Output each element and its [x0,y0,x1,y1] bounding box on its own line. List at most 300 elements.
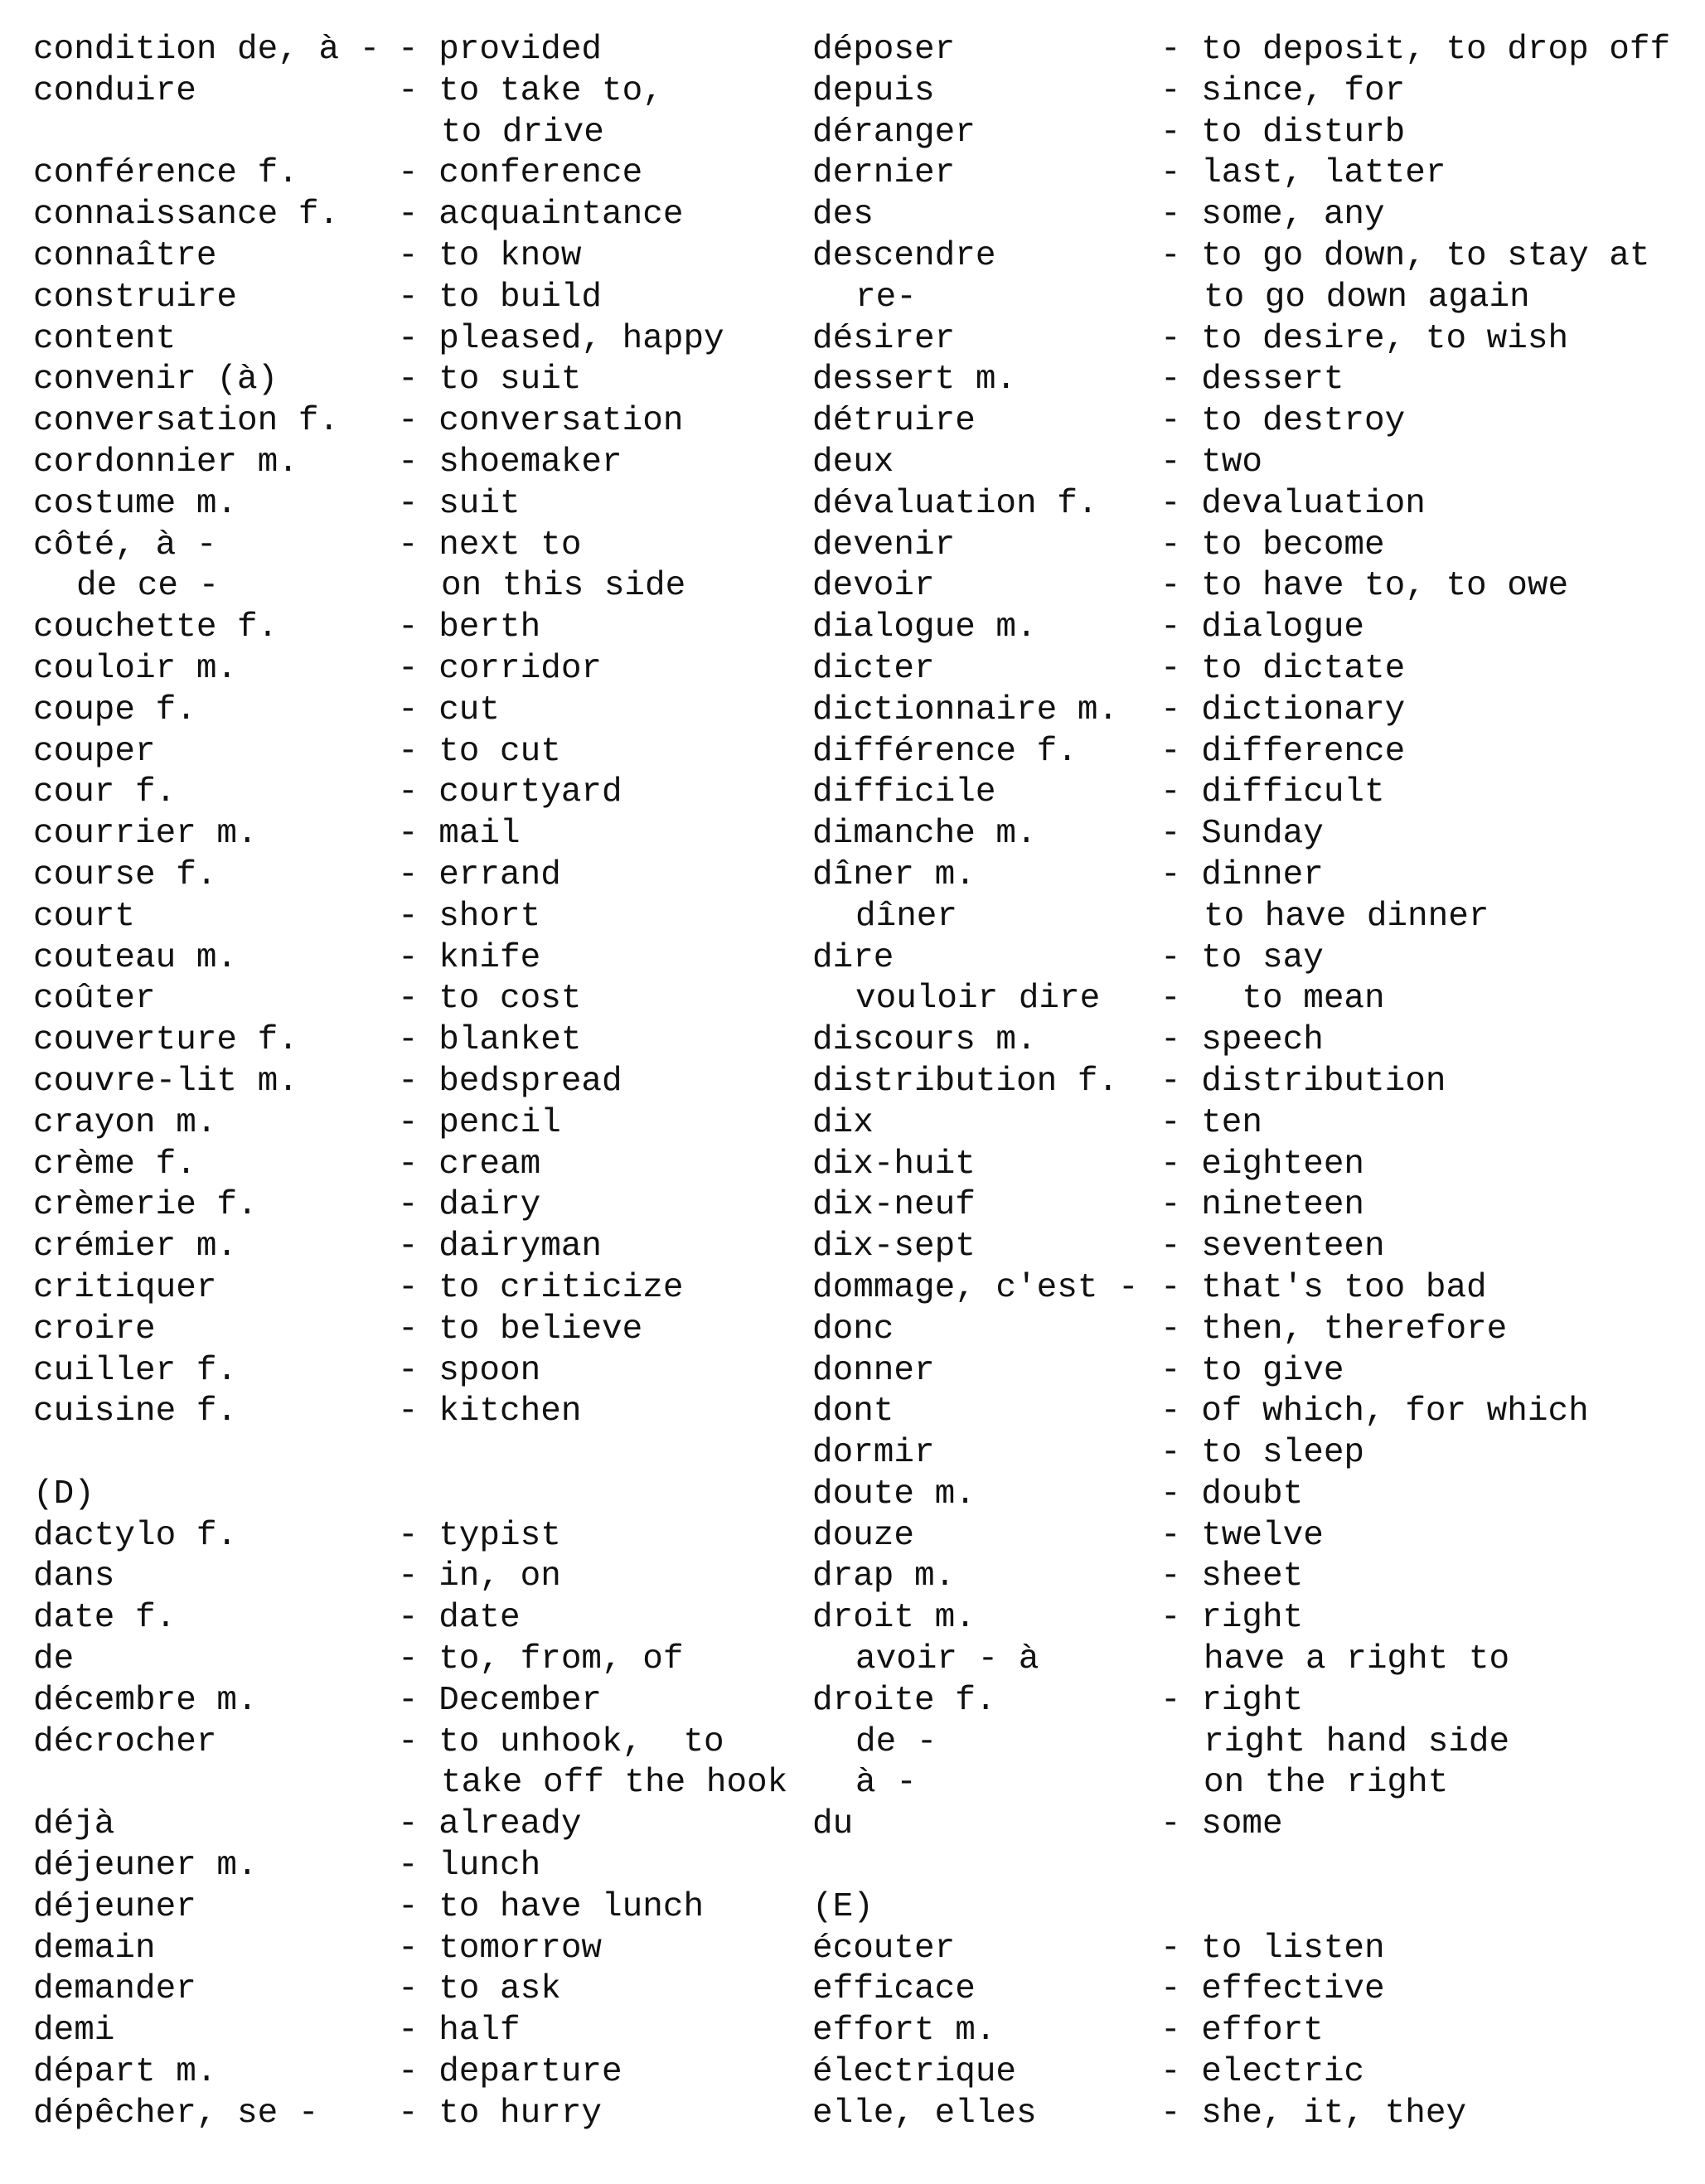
entry-term: donner [812,1351,935,1390]
entry-gloss: - to believe [398,1310,643,1349]
glossary-entry [33,1763,812,1804]
glossary-entry [812,1722,1691,1764]
entry-gloss: - typist [398,1516,561,1555]
glossary-entry [812,1392,1691,1433]
entry-term: couteau m. [33,938,238,977]
glossary-entry [33,525,812,567]
entry-term: date f. [33,1599,177,1638]
glossary-entry [33,2094,812,2135]
glossary-entry [33,855,812,897]
entry-gloss: - bedspread [398,1062,622,1101]
entry-term: déjeuner m. [33,1847,258,1886]
entry-term: couloir m. [33,649,238,688]
entry-gloss: - pencil [398,1103,561,1142]
entry-gloss: - next to [398,525,582,564]
glossary-entry [33,1804,812,1846]
entry-gloss: - spoon [398,1351,541,1390]
entry-gloss: - to take to, [398,71,663,110]
entry-term: dire [812,938,894,977]
entry-gloss: to go down again [1204,278,1530,317]
entry-term: désirer [812,319,956,358]
entry-term: douze [812,1516,915,1555]
entry-gloss: - to desire, to wish [1160,319,1569,358]
entry-term: crayon m. [33,1103,217,1142]
entry-gloss: - effort [1160,2012,1324,2051]
entry-gloss: - some [1160,1805,1283,1844]
entry-gloss: - to go down, to stay at [1160,236,1650,275]
entry-term: différence f. [812,732,1078,771]
entry-gloss: - electric [1160,2053,1365,2092]
glossary-entry [812,1020,1691,1062]
glossary-entry [812,1475,1691,1516]
glossary-entry [812,1310,1691,1351]
glossary-entry [812,1103,1691,1145]
entry-term: dix [812,1103,874,1142]
entry-gloss: - to disturb [1160,113,1406,152]
entry-term: dans [33,1557,115,1596]
entry-term: demain [33,1929,156,1968]
glossary-entry [812,897,1691,938]
entry-gloss: - provided [398,31,603,69]
entry-term: dommage, c'est - [812,1268,1139,1307]
glossary-entry [33,30,812,71]
entry-term: discours m. [812,1021,1037,1060]
glossary-entry [33,1103,812,1145]
entry-term: des [812,196,874,235]
glossary-entry [33,236,812,278]
glossary-entry [33,195,812,236]
entry-term: côté, à - [33,525,217,564]
glossary-entry [33,649,812,690]
entry-term: décrocher [33,1722,217,1761]
entry-gloss: - to, from, of [398,1640,684,1679]
entry-gloss: - right [1160,1599,1304,1638]
glossary-entry [812,1145,1691,1186]
entry-gloss: - distribution [1160,1062,1446,1101]
glossary-entry [33,1227,812,1268]
entry-term: dicter [812,649,935,688]
entry-term: déjà [33,1805,115,1844]
entry-gloss: right hand side [1204,1722,1510,1761]
glossary-entry [812,979,1691,1020]
entry-gloss: - in, on [398,1557,561,1596]
entry-gloss: - cut [398,690,501,729]
entry-gloss: - to say [1160,938,1324,977]
entry-gloss: - to listen [1160,1929,1385,1968]
glossary-right-column [812,30,1691,2135]
entry-term: difficile [812,773,996,812]
blank-line [812,1846,1691,1887]
entry-gloss: - that's too bad [1160,1268,1487,1307]
entry-term: costume m. [33,484,238,523]
section-letter: (E) [812,1887,874,1926]
glossary-entry [812,2094,1691,2135]
glossary-entry [33,608,812,649]
entry-term: demi [33,2012,115,2051]
entry-term: re- [855,278,917,317]
entry-gloss: - lunch [398,1847,541,1886]
glossary-entry [812,360,1691,401]
entry-gloss: - dinner [1160,855,1324,894]
entry-gloss: - acquaintance [398,196,684,235]
entry-term: demander [33,1970,196,2009]
entry-term: convenir (à) [33,361,279,400]
entry-term: crèmerie f. [33,1186,258,1225]
glossary-entry [33,1598,812,1639]
entry-gloss: - corridor [398,649,603,688]
entry-term: écouter [812,1929,956,1968]
entry-term: conduire [33,71,196,110]
entry-gloss: - dialogue [1160,608,1365,647]
entry-gloss: - devaluation [1160,484,1426,523]
glossary-entry [812,2011,1691,2052]
entry-term: avoir - à [855,1640,1039,1679]
entry-term: cuisine f. [33,1392,238,1431]
entry-term: courrier m. [33,815,258,854]
entry-term: dormir [812,1434,935,1473]
glossary-entry [33,566,812,608]
entry-gloss: - to have lunch [398,1887,705,1926]
glossary-entry [812,855,1691,897]
entry-term: doute m. [812,1475,976,1513]
glossary-entry [812,1557,1691,1598]
entry-gloss: - kitchen [398,1392,582,1431]
glossary-entry [812,113,1691,154]
glossary-entry [33,443,812,484]
entry-gloss: - then, therefore [1160,1310,1508,1349]
entry-gloss: - to know [398,236,582,275]
entry-term: dimanche m. [812,815,1037,854]
glossary-entry [812,1227,1691,1268]
entry-term: dernier [812,154,956,193]
glossary-entry [33,153,812,195]
glossary-entry [812,1516,1691,1557]
entry-gloss: - to mean [1160,980,1385,1019]
entry-term: dactylo f. [33,1516,238,1555]
entry-term: devoir [812,567,935,606]
entry-term: elle, elles [812,2094,1037,2133]
glossary-entry [33,484,812,525]
entry-term: coûter [33,980,156,1019]
entry-term: de [33,1640,75,1679]
entry-gloss: - doubt [1160,1475,1304,1513]
entry-term: couvre-lit m. [33,1062,298,1101]
entry-gloss: to drive [441,113,604,152]
entry-gloss: - to have to, to owe [1160,567,1569,606]
glossary-entry [33,1681,812,1722]
entry-gloss: - difficult [1160,773,1385,812]
glossary-entry [812,401,1691,443]
entry-term: crémier m. [33,1228,238,1266]
glossary-entry [812,732,1691,773]
entry-gloss: - to criticize [398,1268,684,1307]
entry-gloss: - berth [398,608,541,647]
entry-gloss: - to ask [398,1970,561,2009]
entry-term: couchette f. [33,608,279,647]
entry-gloss: - December [398,1681,603,1720]
glossary-entry [812,1681,1691,1722]
entry-term: électrique [812,2053,1017,2092]
entry-gloss: - to suit [398,361,582,400]
entry-gloss: - tomorrow [398,1929,603,1968]
entry-gloss: - departure [398,2053,622,2092]
entry-gloss: - to deposit, to drop off [1160,31,1671,69]
glossary-entry [812,1639,1691,1681]
glossary-entry [812,1804,1691,1846]
entry-gloss: on this side [441,567,686,606]
entry-term: dix-sept [812,1228,976,1266]
entry-gloss: - difference [1160,732,1406,771]
entry-gloss: - errand [398,855,561,894]
glossary-entry [33,897,812,938]
entry-gloss: - blanket [398,1021,582,1060]
glossary-entry [33,1969,812,2011]
entry-term: depuis [812,71,935,110]
entry-term: dîner m. [812,855,976,894]
blank-line [33,1433,812,1475]
glossary-entry [33,71,812,113]
entry-gloss: - to become [1160,525,1385,564]
entry-gloss: - date [398,1599,521,1638]
glossary-entry [812,1969,1691,2011]
glossary-entry [33,1516,812,1557]
entry-term: effort m. [812,2012,996,2051]
entry-term: dépêcher, se - [33,2094,319,2133]
entry-term: connaître [33,236,217,275]
entry-term: couper [33,732,156,771]
glossary-entry [33,938,812,980]
entry-term: du [812,1805,854,1844]
entry-term: critiquer [33,1268,217,1307]
entry-term: dix-neuf [812,1186,976,1225]
glossary-entry [33,1310,812,1351]
glossary-entry [33,1557,812,1598]
glossary-entry [33,1392,812,1433]
entry-gloss: - to destroy [1160,402,1406,441]
glossary-entry [33,1887,812,1929]
entry-term: déranger [812,113,976,152]
glossary-entry [812,319,1691,361]
glossary-entry [812,443,1691,484]
entry-term: cour f. [33,773,177,812]
entry-gloss: - dessert [1160,361,1344,400]
entry-gloss: - sheet [1160,1557,1304,1596]
section-heading [812,1887,1691,1929]
glossary-entry [812,772,1691,814]
glossary-entry [812,2052,1691,2094]
glossary-entry [33,814,812,855]
entry-gloss: - half [398,2012,521,2051]
glossary-entry [812,153,1691,195]
glossary-entry [812,71,1691,113]
entry-term: efficace [812,1970,976,2009]
entry-term: drap m. [812,1557,956,1596]
glossary-entry [812,1185,1691,1227]
entry-term: court [33,897,136,936]
glossary-entry [812,30,1691,71]
glossary-entry [33,2011,812,2052]
entry-term: dévaluation f. [812,484,1098,523]
glossary-entry [812,1598,1691,1639]
glossary-entry [33,2052,812,2094]
section-heading [33,1475,812,1516]
entry-gloss: - shoemaker [398,443,622,482]
entry-gloss: - eighteen [1160,1145,1365,1184]
entry-gloss: - to hurry [398,2094,603,2133]
entry-gloss: - mail [398,815,521,854]
glossary-entry [812,1268,1691,1310]
glossary-entry [812,236,1691,278]
glossary-entry [33,1185,812,1227]
entry-term: couverture f. [33,1021,298,1060]
glossary-entry [812,814,1691,855]
entry-gloss: - to build [398,278,603,317]
glossary-entry [33,113,812,154]
entry-term: à - [855,1764,917,1803]
entry-term: devenir [812,525,956,564]
glossary-entry [33,1268,812,1310]
entry-gloss: - since, for [1160,71,1406,110]
glossary-entry [33,690,812,732]
entry-term: construire [33,278,238,317]
entry-gloss: - to cost [398,980,582,1019]
entry-term: détruire [812,402,976,441]
glossary-entry [812,1062,1691,1103]
glossary-entry [33,772,812,814]
glossary-entry [33,732,812,773]
entry-gloss: - speech [1160,1021,1324,1060]
glossary-entry [33,1145,812,1186]
entry-gloss: - seventeen [1160,1228,1385,1266]
glossary-entry [812,1763,1691,1804]
entry-term: dialogue m. [812,608,1037,647]
entry-term: de - [855,1722,937,1761]
glossary-entry [812,1433,1691,1475]
entry-term: dix-huit [812,1145,976,1184]
entry-gloss: - last, latter [1160,154,1446,193]
entry-gloss: - conversation [398,402,684,441]
entry-term: cuiller f. [33,1351,238,1390]
entry-term: condition de, à - [33,31,380,69]
entry-term: départ m. [33,2053,217,2092]
section-letter: (D) [33,1475,94,1513]
entry-gloss: - dairy [398,1186,541,1225]
entry-term: conversation f. [33,402,340,441]
entry-gloss: - two [1160,443,1263,482]
entry-term: connaissance f. [33,196,340,235]
entry-term: content [33,319,177,358]
entry-term: conférence f. [33,154,298,193]
entry-term: distribution f. [812,1062,1119,1101]
glossary-entry [33,401,812,443]
entry-gloss: to have dinner [1204,897,1489,936]
entry-gloss: - to give [1160,1351,1344,1390]
entry-term: descendre [812,236,996,275]
glossary-entry [812,525,1691,567]
entry-term: de ce - [76,567,220,606]
glossary-entry [812,1351,1691,1392]
entry-term: donc [812,1310,894,1349]
entry-gloss: - dictionary [1160,690,1406,729]
entry-gloss: - courtyard [398,773,622,812]
entry-gloss: - of which, for which [1160,1392,1589,1431]
glossary-entry [812,608,1691,649]
glossary-entry [812,690,1691,732]
entry-term: cordonnier m. [33,443,298,482]
entry-term: course f. [33,855,217,894]
entry-gloss: - short [398,897,541,936]
entry-term: croire [33,1310,156,1349]
entry-gloss: - pleased, happy [398,319,724,358]
entry-term: crème f. [33,1145,196,1184]
entry-term: déjeuner [33,1887,196,1926]
entry-gloss: - nineteen [1160,1186,1365,1225]
entry-term: dont [812,1392,894,1431]
entry-gloss: take off the hook [441,1764,788,1803]
glossary-entry [33,360,812,401]
entry-gloss: have a right to [1204,1640,1510,1679]
entry-gloss: on the right [1204,1764,1449,1803]
glossary-entry [33,1062,812,1103]
glossary-entry [33,278,812,319]
entry-gloss: - to unhook, to [398,1722,724,1761]
entry-term: coupe f. [33,690,196,729]
glossary-entry [33,1722,812,1764]
glossary-entry [812,649,1691,690]
entry-gloss: - she, it, they [1160,2094,1467,2133]
entry-gloss: - suit [398,484,521,523]
glossary-entry [812,484,1691,525]
entry-gloss: - twelve [1160,1516,1324,1555]
entry-gloss: - cream [398,1145,541,1184]
glossary-entry [33,319,812,361]
glossary-entry [33,1020,812,1062]
entry-gloss: - to cut [398,732,561,771]
glossary-entry [812,278,1691,319]
entry-term: vouloir dire [855,980,1101,1019]
entry-term: dictionnaire m. [812,690,1119,729]
entry-term: droit m. [812,1599,976,1638]
entry-term: droite f. [812,1681,996,1720]
entry-gloss: - some, any [1160,196,1385,235]
entry-gloss: - right [1160,1681,1304,1720]
glossary-entry [812,195,1691,236]
entry-gloss: - effective [1160,1970,1385,2009]
glossary-entry [812,1929,1691,1970]
glossary-left-column [33,30,812,2135]
entry-term: deux [812,443,894,482]
entry-term: décembre m. [33,1681,258,1720]
entry-gloss: - dairyman [398,1228,603,1266]
glossary-entry [33,1351,812,1392]
glossary-entry [812,566,1691,608]
entry-gloss: - Sunday [1160,815,1324,854]
glossary-entry [812,938,1691,980]
entry-gloss: - ten [1160,1103,1263,1142]
entry-gloss: - already [398,1805,582,1844]
entry-term: dîner [855,897,958,936]
entry-gloss: - knife [398,938,541,977]
glossary-entry [33,1639,812,1681]
glossary-entry [33,1929,812,1970]
glossary-entry [33,979,812,1020]
glossary-entry [33,1846,812,1887]
entry-gloss: - conference [398,154,643,193]
entry-gloss: - to dictate [1160,649,1406,688]
entry-term: dessert m. [812,361,1017,400]
entry-term: déposer [812,31,956,69]
entry-gloss: - to sleep [1160,1434,1365,1473]
